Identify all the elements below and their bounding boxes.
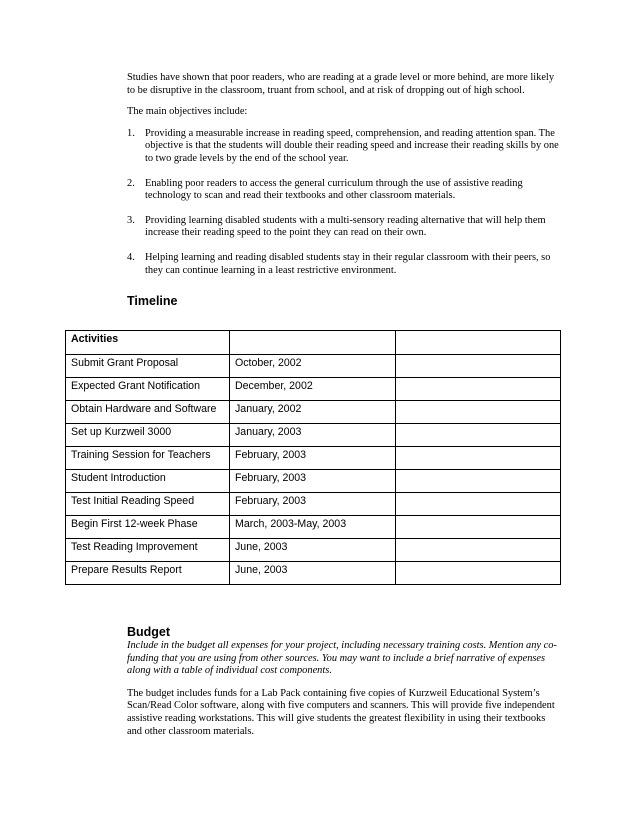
- notes-cell: [396, 447, 561, 470]
- table-row: [66, 355, 561, 378]
- objective-number: 1.: [127, 127, 135, 139]
- budget-paragraph: The budget includes funds for a Lab Pack containing five copies of Kurzweil Educational System’s Scan/Read Color software, along with five computers and scanners. This will provide five independent assistive reading workstations. This will give students the greatest flexibility in using their textbooks and other classroom materials.: [127, 687, 555, 737]
- activity-cell: Begin First 12-week Phase: [66, 516, 230, 539]
- date-cell: October, 2002: [230, 355, 396, 378]
- objectives-list: [127, 128, 559, 277]
- date-cell: June, 2003: [230, 539, 396, 562]
- activity-cell: Submit Grant Proposal: [66, 355, 230, 378]
- table-row: [66, 562, 561, 585]
- header-activities: Activities: [66, 331, 230, 355]
- date-cell: February, 2003: [230, 447, 396, 470]
- table-row: [66, 493, 561, 516]
- activity-cell: Prepare Results Report: [66, 562, 230, 585]
- activity-cell: Expected Grant Notification: [66, 378, 230, 401]
- budget-section: [127, 625, 559, 738]
- notes-cell: [396, 355, 561, 378]
- objective-item: [127, 215, 559, 240]
- objective-text: Providing a measurable increase in reading speed, comprehension, and reading attention span. The objective is that the students will double their reading speed and increase their reading skills by one to two grade levels by the end of the school year.: [145, 127, 559, 164]
- notes-cell: [396, 562, 561, 585]
- notes-cell: [396, 493, 561, 516]
- objective-item: [127, 252, 559, 277]
- activity-cell: Training Session for Teachers: [66, 447, 230, 470]
- document-body: [127, 72, 559, 289]
- objective-number: 4.: [127, 251, 135, 263]
- date-cell: January, 2002: [230, 401, 396, 424]
- table-header-row: [66, 331, 561, 355]
- objective-text: Helping learning and reading disabled students stay in their regular classroom with their peers, so they can continue learning in a least restrictive environment.: [145, 251, 551, 276]
- notes-cell: [396, 470, 561, 493]
- table-row: [66, 516, 561, 539]
- header-notes: [396, 331, 561, 355]
- table-row: [66, 470, 561, 493]
- activity-cell: Obtain Hardware and Software: [66, 401, 230, 424]
- intro-paragraph: Studies have shown that poor readers, who are reading at a grade level or more behind, are more likely to be disruptive in the classroom, truant from school, and at risk of dropping out of high school.: [127, 72, 555, 96]
- budget-instructions: Include in the budget all expenses for your project, including necessary training costs. Mention any co-funding that you are using from other sources. You may want to include a brief narrative of expenses along with a table of individual cost components.: [127, 640, 557, 677]
- date-cell: June, 2003: [230, 562, 396, 585]
- notes-cell: [396, 424, 561, 447]
- activity-cell: Test Reading Improvement: [66, 539, 230, 562]
- notes-cell: [396, 378, 561, 401]
- objective-text: Providing learning disabled students with a multi-sensory reading alternative that will help them increase their reading speed to the point they can read on their own.: [145, 214, 546, 239]
- activity-cell: Student Introduction: [66, 470, 230, 493]
- budget-heading: Budget: [127, 625, 171, 639]
- table-row: [66, 539, 561, 562]
- date-cell: December, 2002: [230, 378, 396, 401]
- timeline-table: [65, 330, 561, 585]
- objective-item: [127, 178, 559, 203]
- objective-text: Enabling poor readers to access the general curriculum through the use of assistive reading technology to scan and read their textbooks and other classroom materials.: [145, 177, 523, 202]
- objectives-intro: The main objectives include:: [127, 106, 248, 118]
- activity-cell: Test Initial Reading Speed: [66, 493, 230, 516]
- date-cell: February, 2003: [230, 493, 396, 516]
- objective-item: [127, 128, 559, 166]
- notes-cell: [396, 401, 561, 424]
- notes-cell: [396, 539, 561, 562]
- objective-number: 3.: [127, 214, 135, 226]
- table-row: [66, 378, 561, 401]
- date-cell: February, 2003: [230, 470, 396, 493]
- header-date: [230, 331, 396, 355]
- table-row: [66, 401, 561, 424]
- objective-number: 2.: [127, 177, 135, 189]
- timeline-heading: Timeline: [127, 294, 178, 308]
- table-row: [66, 447, 561, 470]
- table-row: [66, 424, 561, 447]
- notes-cell: [396, 516, 561, 539]
- date-cell: January, 2003: [230, 424, 396, 447]
- date-cell: March, 2003-May, 2003: [230, 516, 396, 539]
- activity-cell: Set up Kurzweil 3000: [66, 424, 230, 447]
